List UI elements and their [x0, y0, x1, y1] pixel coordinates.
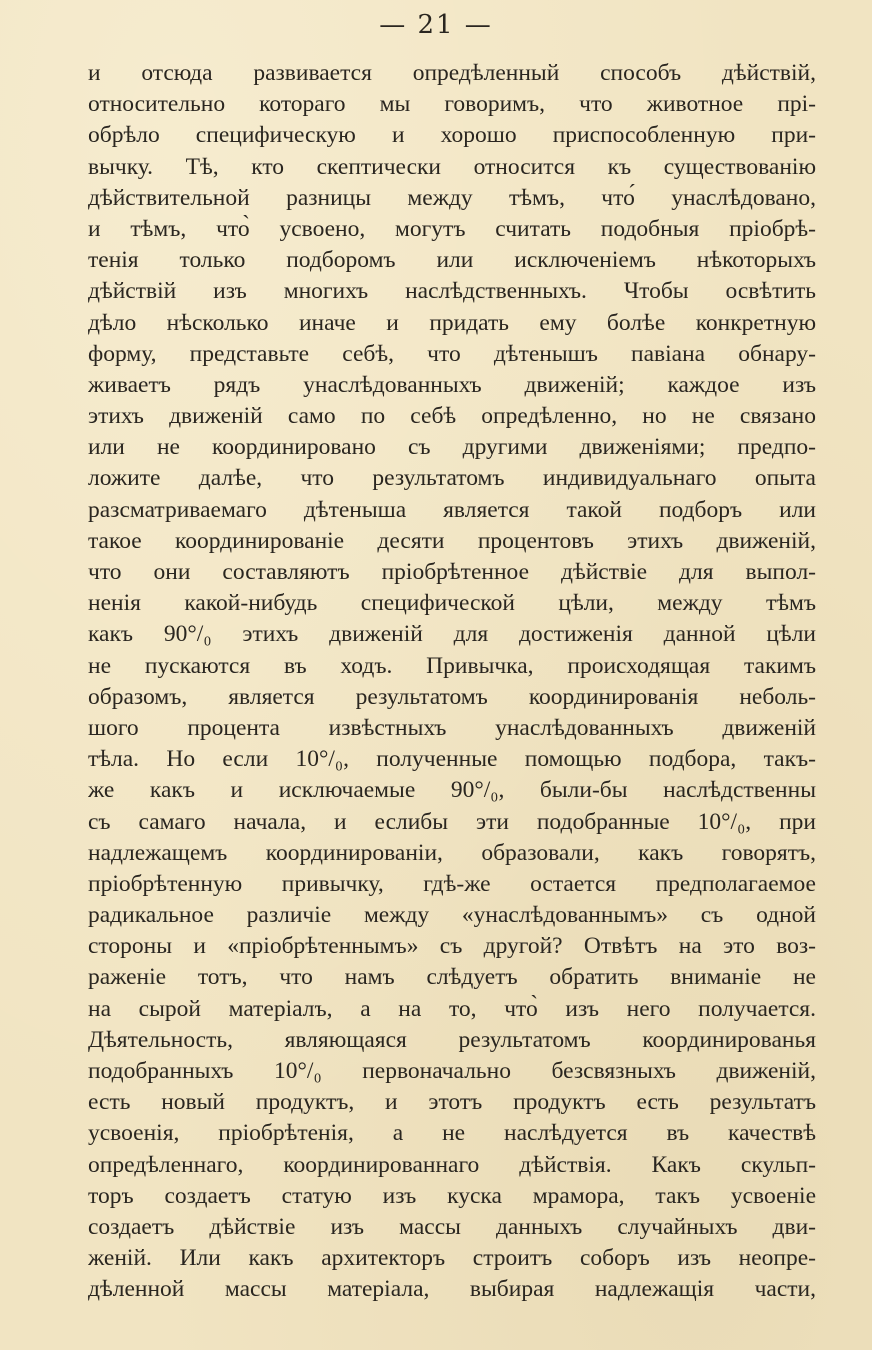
- text-line: дѣленной массы матеріала, выбирая надлежащія части,: [88, 1276, 816, 1303]
- text-line: пріобрѣтенную привычку, гдѣ-же остается предполагаемое: [88, 870, 816, 897]
- text-line: дѣло нѣсколько иначе и придать ему болѣе конкретную: [88, 309, 816, 336]
- text-line: разсматриваемаго дѣтеныша является такой подборъ или: [88, 496, 816, 523]
- text-line: и отсюда развивается опредѣленный способъ дѣйствій,: [88, 60, 816, 86]
- text-line: дѣйствительной разницы между тѣмъ, что́ унаслѣдовано,: [88, 184, 816, 211]
- text-line: вычку. Тѣ, кто скептически относится къ существованію: [88, 153, 816, 180]
- text-line: стороны и «пріобрѣтеннымъ» съ другой? Отвѣтъ на это воз-: [88, 933, 816, 960]
- text-line: торъ создаетъ статую изъ куска мрамора, такъ усвоеніе: [88, 1182, 816, 1209]
- text-line: дѣйствій изъ многихъ наслѣдственныхъ. Чтобы освѣтить: [88, 278, 816, 305]
- text-line: какъ 90°/₀ этихъ движеній для достиженія данной цѣли: [88, 621, 816, 648]
- text-line: надлежащемъ координированіи, образовали, какъ говорятъ,: [88, 839, 816, 866]
- text-line: раженіе тотъ, что намъ слѣдуетъ обратить вниманіе не: [88, 964, 816, 991]
- text-line: этихъ движеній само по себѣ опредѣленно, но не связано: [88, 403, 816, 430]
- text-line: на сырой матеріалъ, а на то, что̀ изъ него получается.: [88, 995, 816, 1022]
- text-line: шого процента извѣстныхъ унаслѣдованныхъ движеній: [88, 714, 816, 741]
- text-line: Дѣятельность, являющаяся результатомъ координированья: [88, 1026, 816, 1053]
- text-line: ненія какой-нибудь специфической цѣли, между тѣмъ: [88, 590, 816, 617]
- text-line: такое координированіе десяти процентовъ этихъ движеній,: [88, 527, 816, 554]
- text-line: образомъ, является результатомъ координированія неболь-: [88, 683, 816, 710]
- text-line: живаетъ рядъ унаслѣдованныхъ движеній; каждое изъ: [88, 371, 816, 398]
- text-line: не пускаются въ ходъ. Привычка, происходящая такимъ: [88, 652, 816, 679]
- text-line: женій. Или какъ архитекторъ строитъ соборъ изъ неопре-: [88, 1245, 816, 1272]
- page-number: — 21 —: [379, 10, 493, 40]
- text-line: или не координировано съ другими движеніями; предпо-: [88, 434, 816, 461]
- text-line: тенія только подборомъ или исключеніемъ нѣкоторыхъ: [88, 247, 816, 274]
- text-line: же какъ и исключаемые 90°/₀, были-бы наслѣдственны: [88, 777, 816, 804]
- text-line: есть новый продуктъ, и этотъ продуктъ есть результатъ: [88, 1089, 816, 1116]
- text-line: ложите далѣе, что результатомъ индивидуальнаго опыта: [88, 465, 816, 492]
- text-line: форму, представьте себѣ, что дѣтенышъ павіана обнару-: [88, 340, 816, 367]
- text-line: радикальное различіе между «унаслѣдованнымъ» съ одной: [88, 902, 816, 929]
- text-line: усвоенія, пріобрѣтенія, а не наслѣдуется въ качествѣ: [88, 1120, 816, 1147]
- text-line: тѣла. Но если 10°/₀, полученные помощью подбора, такъ-: [88, 746, 816, 773]
- text-line: создаетъ дѣйствіе изъ массы данныхъ случайныхъ дви-: [88, 1213, 816, 1240]
- text-line: опредѣленнаго, координированнаго дѣйствія. Какъ скульп-: [88, 1151, 816, 1178]
- body-text: [88, 58, 816, 1306]
- text-line: обрѣло специфическую и хорошо приспособленную при-: [88, 122, 816, 149]
- text-line: что они составляютъ пріобрѣтенное дѣйствіе для выпол-: [88, 559, 816, 585]
- text-line: и тѣмъ, что̀ усвоено, могутъ считать подобныя пріобрѣ-: [88, 215, 816, 242]
- text-line: подобранныхъ 10°/₀ первоначально безсвязныхъ движеній,: [88, 1058, 816, 1084]
- text-line: съ самаго начала, и еслибы эти подобранные 10°/₀, при: [88, 808, 816, 835]
- text-line: относительно котораго мы говоримъ, что животное прі-: [88, 91, 816, 118]
